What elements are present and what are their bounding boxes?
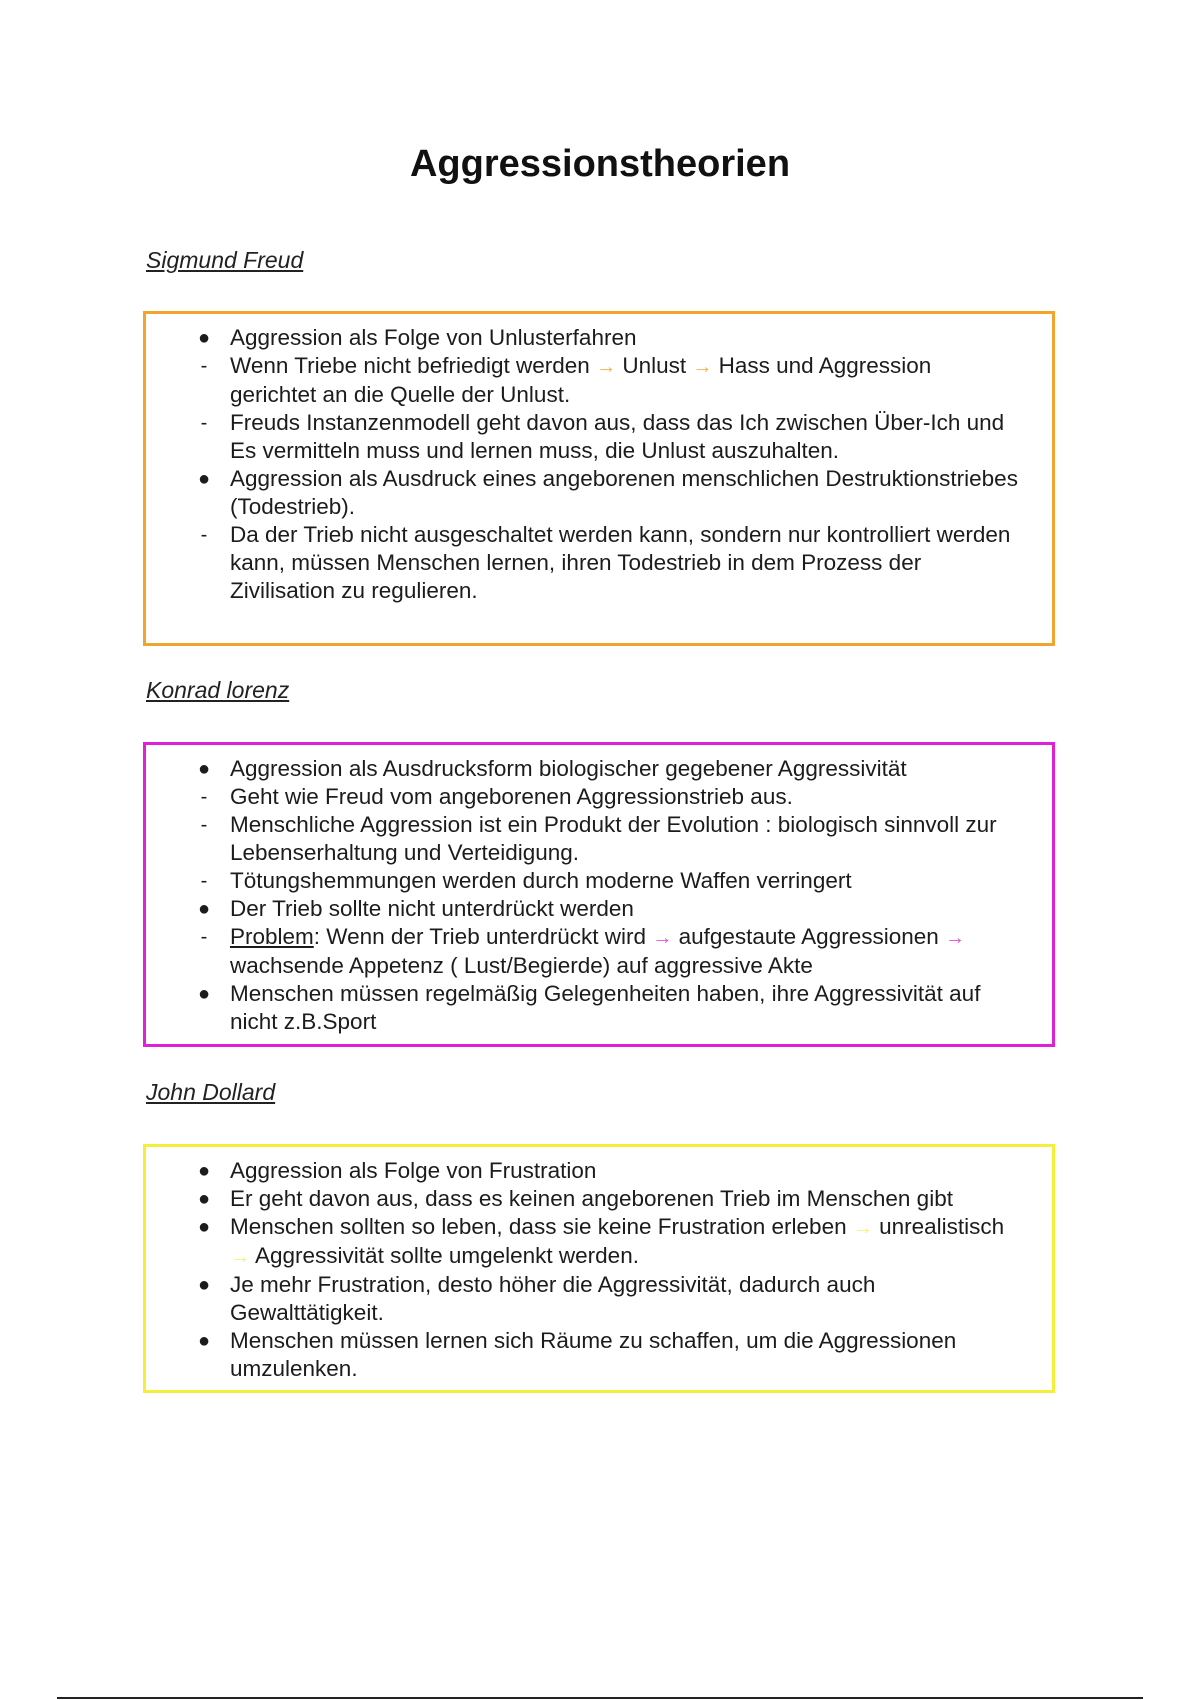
lorenz-box (143, 742, 1055, 1047)
bullet-icon: ● (197, 1216, 211, 1238)
list-item: ● Je mehr Frustration, desto höher die Aggressivität, dadurch auch Gewalttätigkeit. (194, 1271, 1022, 1327)
dash-icon: - (200, 786, 208, 808)
bullet-icon: ● (197, 327, 211, 349)
page-bottom-divider (57, 1697, 1143, 1699)
freud-box (143, 311, 1055, 646)
dash-icon: - (200, 926, 208, 948)
section-heading-lorenz: Konrad lorenz (146, 677, 290, 703)
list-item: - Problem: Wenn der Trieb unterdrückt wird → aufgestaute Aggressionen → wachsende Appetenz ( Lust/Begierde) auf aggressive Akte (194, 923, 1022, 980)
arrow-right-icon: → (596, 356, 617, 378)
list-item: ● Der Trieb sollte nicht unterdrückt werden (194, 895, 1022, 923)
page-title: Aggressionstheorien (409, 143, 791, 185)
list-item: ● Aggression als Ausdrucksform biologischer gegebener Aggressivität (194, 755, 1022, 783)
list-item: - Freuds Instanzenmodell geht davon aus, dass das Ich zwischen Über-Ich und Es vermitteln muss und lernen muss, die Unlust auszuhalten. (194, 409, 1022, 465)
bullet-icon: ● (197, 983, 211, 1005)
list-item: - Tötungshemmungen werden durch moderne Waffen verringert (194, 867, 1022, 895)
problem-label: Problem (230, 924, 314, 949)
dollard-box (143, 1144, 1055, 1393)
list-item: ● Aggression als Folge von Unlusterfahren (194, 324, 1022, 352)
dash-icon: - (200, 814, 208, 836)
bullet-icon: ● (197, 468, 211, 490)
arrow-right-icon: → (852, 1217, 873, 1239)
list-item: ● Aggression als Folge von Frustration (194, 1157, 1022, 1185)
bullet-icon: ● (197, 758, 211, 780)
bullet-icon: ● (197, 1330, 211, 1352)
bullet-icon: ● (197, 1274, 211, 1296)
bullet-icon: ● (197, 1160, 211, 1182)
arrow-right-icon: → (230, 1246, 250, 1268)
freud-list (194, 324, 1022, 605)
section-heading-dollard: John Dollard (146, 1079, 276, 1105)
arrow-right-icon: → (692, 356, 713, 378)
list-item: ● Menschen müssen regelmäßig Gelegenheiten haben, ihre Aggressivität auf nicht z.B.Sport (194, 980, 1022, 1036)
list-item: ● Aggression als Ausdruck eines angeborenen menschlichen Destruktionstriebes (Todestrieb). (194, 465, 1022, 521)
dash-icon: - (200, 870, 208, 892)
bullet-icon: ● (197, 898, 211, 920)
bullet-icon: ● (197, 1188, 211, 1210)
lorenz-list (194, 755, 1022, 1036)
arrow-right-icon: → (945, 927, 966, 949)
list-item: - Da der Trieb nicht ausgeschaltet werden kann, sondern nur kontrolliert werden kann, müssen Menschen lernen, ihren Todestrieb in dem Prozess der Zivilisation zu regulieren. (194, 521, 1022, 605)
list-item: ● Menschen sollten so leben, dass sie keine Frustration erleben → unrealistisch → Aggressivität sollte umgelenkt werden. (194, 1213, 1022, 1271)
arrow-right-icon: → (652, 927, 673, 949)
list-item: ● Er geht davon aus, dass es keinen angeborenen Trieb im Menschen gibt (194, 1185, 1022, 1213)
list-item: - Geht wie Freud vom angeborenen Aggressionstrieb aus. (194, 783, 1022, 811)
section-heading-freud: Sigmund Freud (146, 247, 304, 273)
dollard-list (194, 1157, 1022, 1383)
dash-icon: - (200, 524, 208, 546)
list-item: - Menschliche Aggression ist ein Produkt der Evolution : biologisch sinnvoll zur Lebenserhaltung und Verteidigung. (194, 811, 1022, 867)
list-item: - Wenn Triebe nicht befriedigt werden → Unlust → Hass und Aggression gerichtet an die Quelle der Unlust. (194, 352, 1022, 409)
dash-icon: - (200, 412, 208, 434)
list-item: ● Menschen müssen lernen sich Räume zu schaffen, um die Aggressionen umzulenken. (194, 1327, 1022, 1383)
dash-icon: - (200, 355, 208, 377)
